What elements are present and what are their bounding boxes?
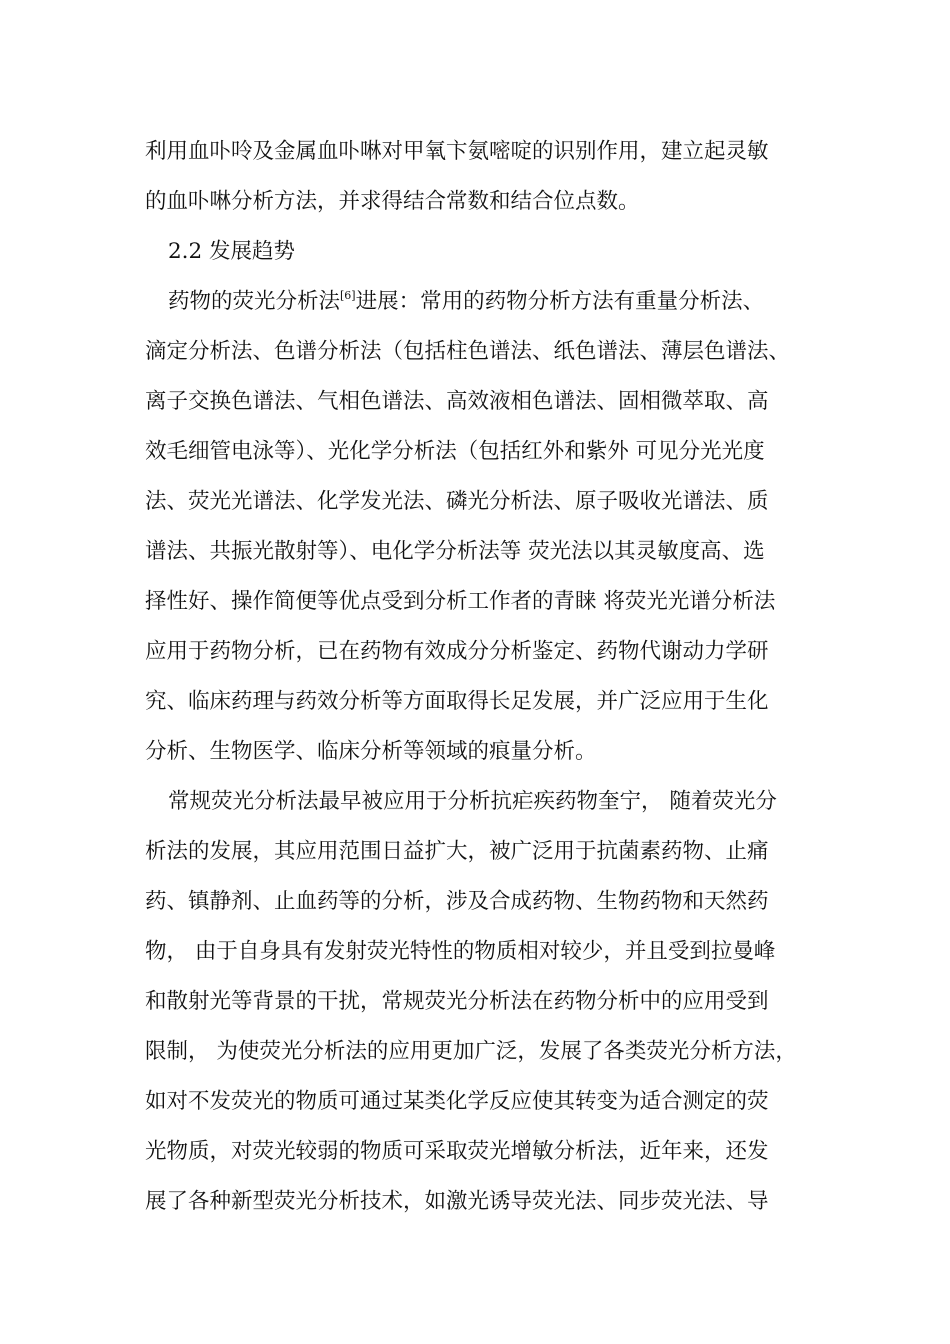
- paragraph-2-line-3: 药、镇静剂、止血药等的分析，涉及合成药物、生物药物和天然药: [145, 889, 769, 914]
- paragraph-1-line-7: 择性好、操作简便等优点受到分析工作者的青睐 将荧光光谱分析法: [145, 589, 776, 614]
- paragraph-2-line-7: 如对不发荧光的物质可通过某类化学反应使其转变为适合测定的荧: [145, 1089, 769, 1114]
- intro-line-2: 的血卟啉分析方法，并求得结合常数和结合位点数。: [145, 189, 640, 214]
- paragraph-2-line-1: 常规荧光分析法最早被应用于分析抗疟疾药物奎宁， 随着荧光分: [168, 789, 777, 814]
- paragraph-1-line-2: 滴定分析法、色谱分析法（包括柱色谱法、纸色谱法、薄层色谱法、: [145, 339, 791, 364]
- paragraph-2-line-6: 限制， 为使荧光分析法的应用更加广泛，发展了各类荧光分析方法，: [145, 1039, 797, 1064]
- paragraph-1-line-6: 谱法、共振光散射等）、电化学分析法等 荧光法以其灵敏度高、选: [145, 539, 765, 564]
- paragraph-2-line-4: 物， 由于自身具有发射荧光特性的物质相对较少，并且受到拉曼峰: [145, 939, 776, 964]
- citation-6: [6]: [340, 289, 356, 302]
- paragraph-1-line-1-post: 进展：常用的药物分析方法有重量分析法、: [355, 289, 765, 314]
- intro-line-1: 利用血卟呤及金属血卟啉对甲氧卞氨嘧啶的识别作用，建立起灵敏: [145, 139, 769, 164]
- paragraph-1-line-4: 效毛细管电泳等）、光化学分析法（包括红外和紫外 可见分光光度: [145, 439, 765, 464]
- paragraph-2-line-9: 展了各种新型荧光分析技术，如激光诱导荧光法、同步荧光法、导: [145, 1189, 769, 1214]
- paragraph-2-line-5: 和散射光等背景的干扰，常规荧光分析法在药物分析中的应用受到: [145, 989, 769, 1014]
- paragraph-1-line-10: 分析、生物医学、临床分析等领域的痕量分析。: [145, 739, 597, 764]
- paragraph-1-line-1-pre: 药物的荧光分析法: [168, 289, 341, 314]
- paragraph-1-line-1: [168, 288, 764, 316]
- paragraph-1-line-3: 离子交换色谱法、气相色谱法、高效液相色谱法、固相微萃取、高: [145, 389, 769, 414]
- paragraph-2-line-8: 光物质，对荧光较弱的物质可采取荧光增敏分析法，近年来，还发: [145, 1139, 769, 1164]
- paragraph-2-line-2: 析法的发展，其应用范围日益扩大，被广泛用于抗菌素药物、止痛: [145, 839, 769, 864]
- paragraph-1-line-8: 应用于药物分析，已在药物有效成分分析鉴定、药物代谢动力学研: [145, 639, 769, 664]
- section-heading: 2.2 发展趋势: [168, 239, 296, 264]
- paragraph-1-line-5: 法、荧光光谱法、化学发光法、磷光分析法、原子吸收光谱法、质: [145, 489, 769, 514]
- paragraph-1-line-9: 究、临床药理与药效分析等方面取得长足发展，并广泛应用于生化: [145, 689, 769, 714]
